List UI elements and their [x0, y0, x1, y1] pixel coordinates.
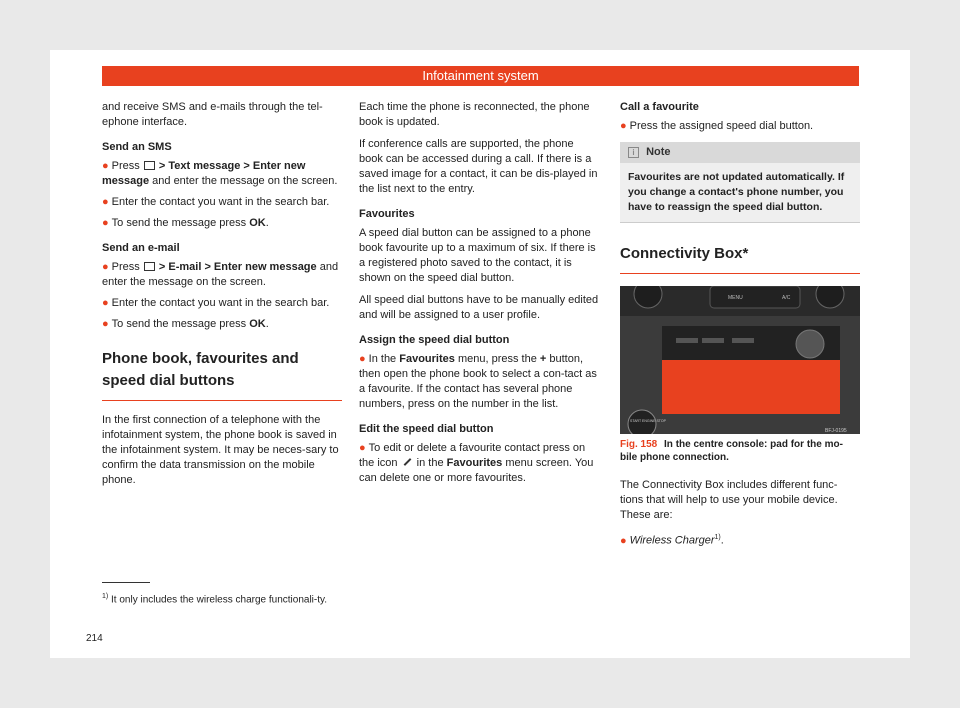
- column-2: [359, 100, 599, 492]
- menu-button-label: MENU: [728, 295, 743, 301]
- assign-title: Assign the speed dial button: [359, 334, 510, 346]
- connectivity-text: The Connectivity Box includes different func-tions that will help to use your mobile device. These are:: [620, 479, 838, 521]
- figure-caption: [620, 438, 860, 464]
- bullet-icon: ●: [359, 353, 366, 365]
- figure-caption-text: In the centre console: pad for the mo-bile phone connection.: [620, 439, 843, 463]
- info-icon: i: [628, 147, 639, 158]
- favourites-title: Favourites: [359, 208, 415, 220]
- envelope-icon: [144, 161, 155, 170]
- email-step-2-text: Enter the contact you want in the search bar.: [111, 297, 330, 309]
- footnote-text: It only includes the wireless charge functionali-ty.: [111, 594, 328, 606]
- sms-step-1-path: > Text message > Enter new message: [102, 160, 306, 187]
- bullet-icon: ●: [102, 318, 109, 330]
- bullet-icon: ●: [102, 160, 109, 172]
- centre-console-illustration: [620, 286, 860, 434]
- phonebook-section-text: In the first connection of a telephone with the infotainment system, the phone book is saved in the infotainment system. It may be neces-sary to confirm the data transmission on the mobile phone.: [102, 414, 339, 486]
- bullet-icon: ●: [102, 297, 109, 309]
- edit-favourites: Favourites: [446, 457, 503, 469]
- call-favourite-title: Call a favourite: [620, 101, 699, 113]
- reconnect-text: Each time the phone is reconnected, the phone book is updated.: [359, 101, 590, 128]
- assign-plus: +: [539, 353, 547, 365]
- note-label: Note: [646, 146, 671, 158]
- note-box: [620, 142, 860, 223]
- wireless-charger-footnote-ref: 1): [714, 534, 721, 541]
- email-step-1-path: > E-mail > Enter new message: [158, 261, 317, 273]
- section-header: Infotainment system: [102, 66, 859, 86]
- sms-step-3: ● To send the message press OK.: [102, 217, 269, 229]
- connectivity-box-title: Connectivity Box*: [620, 243, 860, 274]
- conference-text: If conference calls are supported, the phone book can be accessed during a call. If there is a saved image for a contact, it can be dis-played in the list next to the entry.: [359, 138, 598, 195]
- footnote-rule: [102, 582, 150, 583]
- footnote: [102, 590, 342, 606]
- email-step-3-pre: To send the message press: [111, 318, 247, 330]
- pencil-icon: [403, 458, 411, 466]
- assign-favourites: Favourites: [399, 353, 455, 365]
- figure-number: Fig. 158: [620, 439, 658, 450]
- column-3: [620, 100, 860, 555]
- send-sms-title: Send an SMS: [102, 141, 172, 153]
- assign-pre: In the: [368, 353, 397, 365]
- ac-button-label: A/C: [782, 295, 791, 301]
- assign-mid: menu, press the: [457, 353, 537, 365]
- figure-code: BFJ-0195: [825, 428, 847, 434]
- page-number: 214: [86, 633, 103, 644]
- speed-dial-text: A speed dial button can be assigned to a phone book favourite up to a maximum of six. If there is a registered photo saved to the contact, it is shown on the speed dial button.: [359, 227, 596, 284]
- sms-step-3-ok: OK: [249, 217, 266, 229]
- send-email-title: Send an e-mail: [102, 242, 180, 254]
- manual-edit-text: All speed dial buttons have to be manually edited and will be assigned to a user profile.: [359, 294, 599, 321]
- email-step-2: [102, 296, 342, 311]
- edit-post: menu screen. You can delete one or more favourites.: [359, 457, 594, 484]
- edit-step: [359, 441, 599, 486]
- assign-post: button, then open the phone book to select a con-tact as a favourite. If the contact has several phone numbers, press on the number in the list.: [359, 353, 597, 410]
- email-step-3: ● To send the message press OK.: [102, 318, 269, 330]
- sms-step-2: [102, 195, 342, 210]
- envelope-icon: [144, 262, 155, 271]
- bullet-icon: ●: [359, 442, 366, 454]
- edit-pre: To edit or delete a favourite contact press on the icon: [359, 442, 586, 469]
- call-step-text: Press the assigned speed dial button.: [629, 120, 814, 132]
- sms-step-1: [102, 159, 342, 189]
- sms-step-2-text: Enter the contact you want in the search bar.: [111, 196, 330, 208]
- email-step-1: [102, 260, 342, 290]
- bullet-icon: ●: [102, 261, 109, 273]
- email-step-1-pre: Press: [111, 261, 140, 273]
- bullet-icon: ●: [620, 120, 627, 132]
- centre-console-figure: [620, 286, 860, 434]
- wireless-charger-label: Wireless Charger: [629, 534, 715, 547]
- column-1: [102, 100, 342, 495]
- email-step-1-post: and enter the message on the screen.: [102, 261, 339, 288]
- sms-step-3-pre: To send the message press: [111, 217, 247, 229]
- phonebook-section-title: Phone book, favourites and speed dial buttons: [102, 348, 342, 401]
- assign-step: [359, 352, 599, 412]
- call-step: [620, 119, 860, 134]
- intro-text: and receive SMS and e-mails through the tel-ephone interface.: [102, 101, 323, 128]
- start-stop-label: START ENGINE STOP: [630, 419, 666, 423]
- edit-mid: in the: [416, 457, 444, 469]
- footnote-mark: 1): [102, 593, 109, 600]
- bullet-icon: ●: [102, 217, 109, 229]
- bullet-icon: ●: [102, 196, 109, 208]
- note-header: [620, 142, 860, 163]
- note-text: Favourites are not updated automatically. If you change a contact's phone number, you have to reassign the speed dial button.: [628, 171, 845, 213]
- wireless-charger-item: ● Wireless Charger$^{1)}$.: [620, 534, 724, 547]
- email-step-3-ok: OK: [249, 318, 266, 330]
- bullet-icon: ●: [620, 534, 627, 547]
- edit-title: Edit the speed dial button: [359, 423, 494, 435]
- sms-step-1-pre: Press: [111, 160, 140, 172]
- sms-step-1-post: and enter the message on the screen.: [152, 175, 338, 187]
